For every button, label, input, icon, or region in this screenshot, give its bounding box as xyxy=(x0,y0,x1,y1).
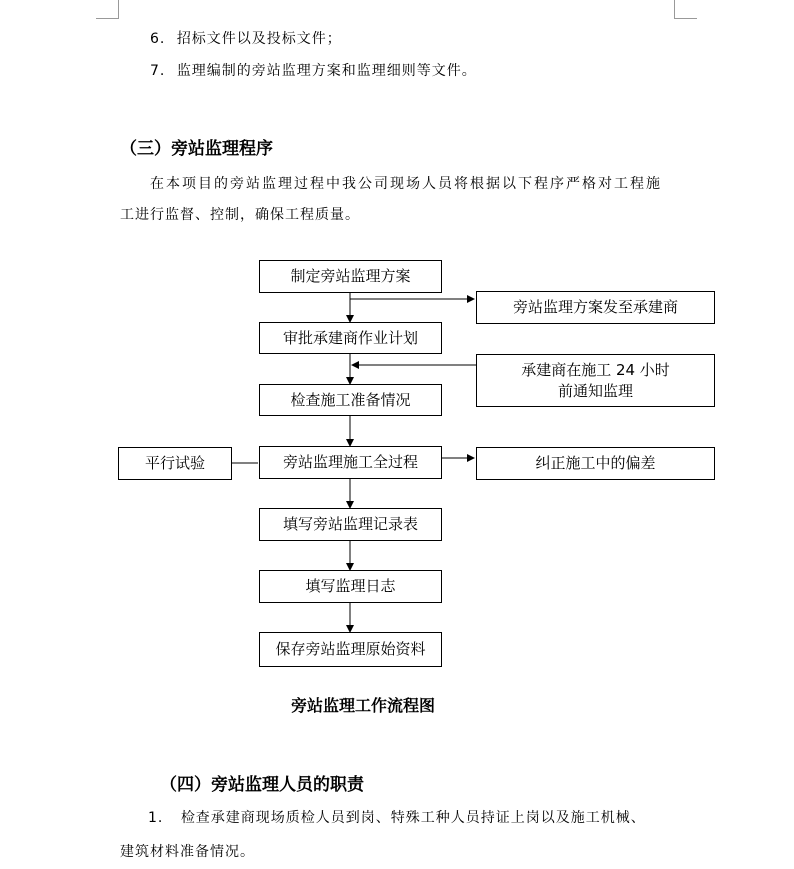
list-number: 6. xyxy=(150,31,166,47)
flow-side-right-2-line1: 承建商在施工 24 小时 xyxy=(521,360,670,379)
flow-step-7: 保存旁站监理原始资料 xyxy=(259,632,442,667)
flowchart-caption: 旁站监理工作流程图 xyxy=(291,696,436,715)
list-text: 监理编制的旁站监理方案和监理细则等文件。 xyxy=(176,63,477,79)
section4-item1-line1 xyxy=(148,807,646,827)
flow-step-6: 填写监理日志 xyxy=(259,570,442,603)
section4-item1-line2: 建筑材料准备情况。 xyxy=(120,844,255,860)
flow-step-3: 检查施工准备情况 xyxy=(259,384,442,416)
flow-side-right-2-line2: 前通知监理 xyxy=(557,381,633,400)
list-number: 1. xyxy=(148,810,164,826)
section-heading-3: （三）旁站监理程序 xyxy=(120,139,273,159)
flow-step-5: 填写旁站监理记录表 xyxy=(259,508,442,541)
section3-paragraph-line2: 工进行监督、控制，确保工程质量。 xyxy=(120,207,360,223)
flow-side-left: 平行试验 xyxy=(118,447,232,480)
section3-paragraph-line1: 在本项目的旁站监理过程中我公司现场人员将根据以下程序严格对工程施 xyxy=(150,176,662,192)
list-text: 检查承建商现场质检人员到岗、特殊工种人员持证上岗以及施工机械、 xyxy=(180,810,646,826)
list-number: 7. xyxy=(150,63,166,79)
flow-step-2: 审批承建商作业计划 xyxy=(259,322,442,354)
list-text: 招标文件以及投标文件； xyxy=(176,31,342,47)
flow-side-right-2 xyxy=(476,354,715,407)
flow-step-4: 旁站监理施工全过程 xyxy=(259,446,442,479)
flow-side-right-3: 纠正施工中的偏差 xyxy=(476,447,715,480)
section-heading-4: （四）旁站监理人员的职责 xyxy=(160,775,364,795)
flow-side-right-1: 旁站监理方案发至承建商 xyxy=(476,291,715,324)
flow-step-1: 制定旁站监理方案 xyxy=(259,260,442,293)
